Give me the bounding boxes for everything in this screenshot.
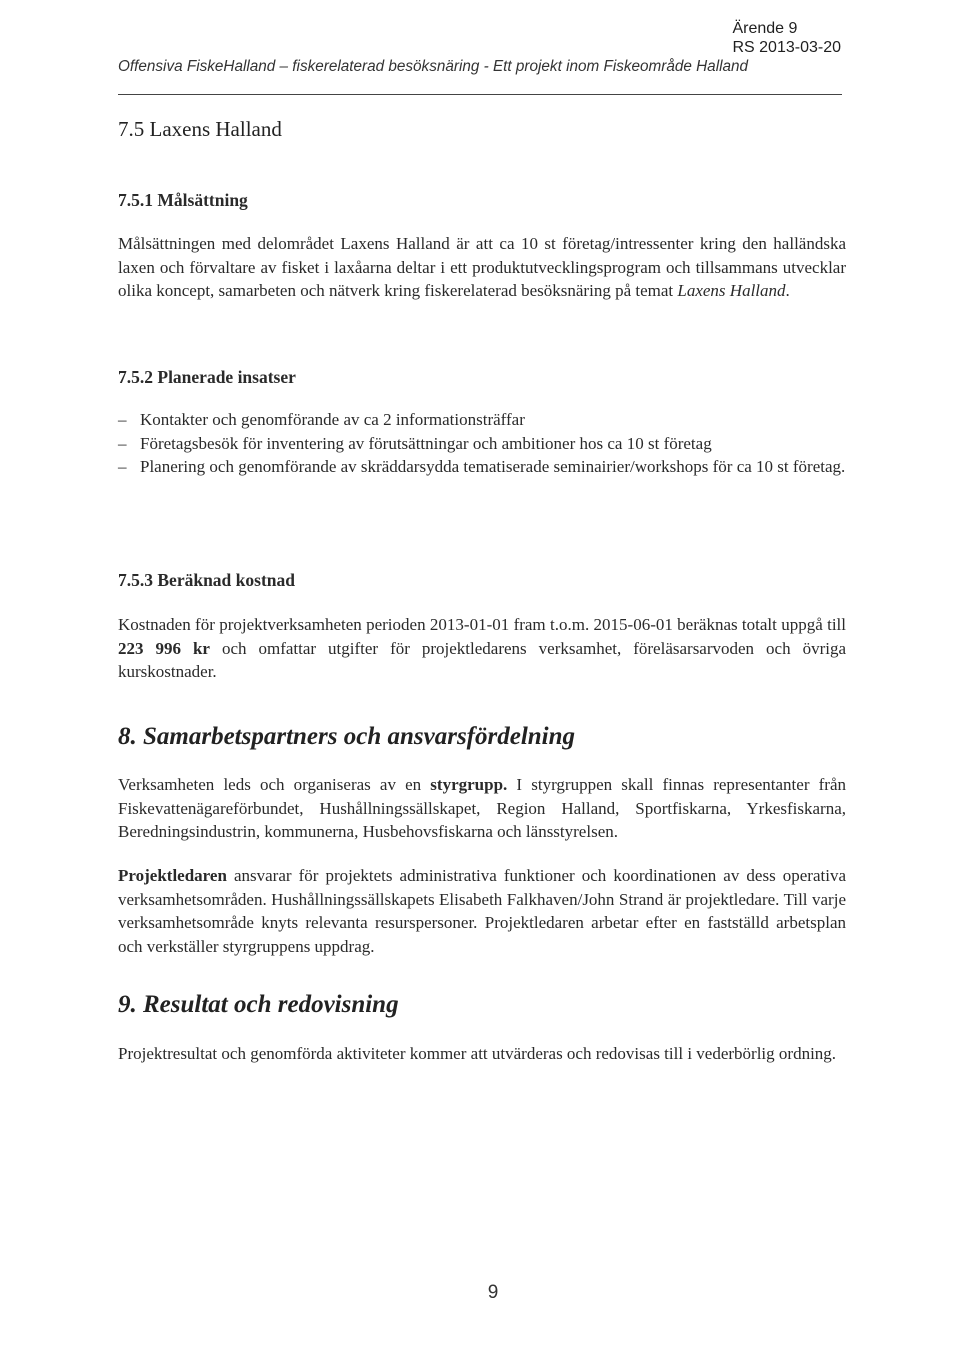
paragraph-text-end: . xyxy=(785,281,790,300)
bullet-dash: – xyxy=(118,433,127,453)
paragraph-text: Målsättningen med delområdet Laxens Halland är att ca 10 st företag/intressenter kring den halländska laxen och förvaltare av fisket i laxåarna deltar i ett produktutvecklingsprogram och tillsammans utvecklar olika koncept, samarbeten och nätverk kring fiskerelaterad besöksnäring på temat xyxy=(118,234,846,300)
bullet-dash: – xyxy=(118,457,127,476)
page-number: 9 xyxy=(487,1282,499,1303)
projektledaren-term: Projektledaren xyxy=(118,866,227,885)
list-item xyxy=(118,432,846,456)
styrgrupp-term: styrgrupp. xyxy=(430,775,508,794)
list-item-text: Planering och genomförande av skräddarsydda tematiserade seminairier/workshops för ca 10 st företag. xyxy=(140,457,846,476)
paragraph-styrgrupp xyxy=(118,773,846,844)
header-rule xyxy=(118,94,842,95)
case-stamp xyxy=(732,19,841,57)
section-title-8: 8. Samarbetspartners och ansvarsfördelning xyxy=(118,723,576,750)
paragraph-malsattning xyxy=(118,232,846,303)
list-item-text: Kontakter och genomförande av ca 2 informationsträffar xyxy=(140,410,525,429)
running-header: Offensiva FiskeHalland – fiskerelaterad besöksnäring - Ett projekt inom Fiskeområde Halland xyxy=(118,58,749,75)
subsection-title-7-5-3: 7.5.3 Beräknad kostnad xyxy=(118,570,295,590)
case-reference: RS 2013-03-20 xyxy=(732,39,841,56)
section-title-7-5: 7.5 Laxens Halland xyxy=(118,117,282,141)
subsection-title-7-5-1: 7.5.1 Målsättning xyxy=(118,190,248,210)
paragraph-text: Verksamheten leds och organiseras av en xyxy=(118,775,431,794)
list-item-text: Företagsbesök för inventering av förutsättningar och ambitioner hos ca 10 st företag xyxy=(140,433,712,453)
paragraph-resultat: Projektresultat och genomförda aktiviteter kommer att utvärderas och redovisas till i vederbörlig ordning. xyxy=(118,1044,837,1063)
case-number: Ärende 9 xyxy=(732,20,798,37)
theme-name: Laxens Halland xyxy=(677,281,786,300)
paragraph-text-end: och omfattar utgifter för projektledarens verksamhet, föreläsarsarvoden och övriga kurskostnader. xyxy=(118,638,847,681)
paragraph-projektledaren xyxy=(118,864,846,958)
planned-actions-list xyxy=(118,408,846,479)
subsection-title-7-5-2: 7.5.2 Planerade insatser xyxy=(118,367,296,387)
list-item xyxy=(118,408,846,432)
paragraph-text: ansvarar för projektets administrativa funktioner och koordinationen av dess operativa verksamhetsområden. Hushållningssällskapets Elisabeth Falkhaven/John Strand är projektledare. Till varje verksamhetsområde knyts relevanta resurspersoner. Projektledaren arbetar efter en fastställd arbetsplan och verkställer styrgruppens uppdrag. xyxy=(118,866,846,956)
bullet-dash: – xyxy=(118,410,127,429)
cost-amount: 223 996 kr xyxy=(118,638,210,658)
paragraph-text: Kostnaden för projektverksamheten perioden 2013-01-01 fram t.o.m. 2015-06-01 beräknas totalt uppgå till xyxy=(118,615,846,634)
paragraph-kostnad xyxy=(118,613,846,684)
list-item xyxy=(118,455,846,479)
paragraph-text-end: I styrgruppen skall finnas representanter från Fiskevattenägareförbundet, Hushållningssällskapet, Region Halland, Sportfiskarna, Yrkesfiskarna, Beredningsindustrin, kommunerna, Husbehovsfiskarna och länsstyrelsen. xyxy=(118,775,846,841)
section-title-9: 9. Resultat och redovisning xyxy=(118,991,399,1018)
